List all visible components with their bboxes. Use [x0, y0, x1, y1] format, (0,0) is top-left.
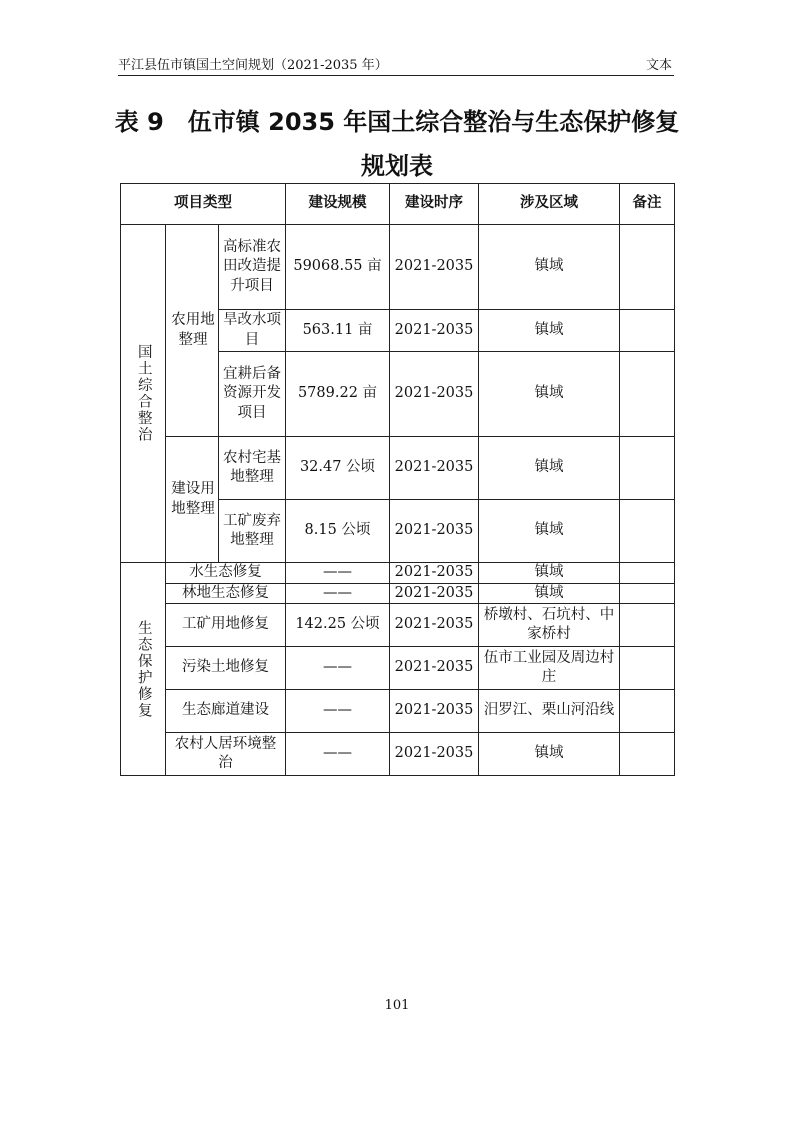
row-area: 汨罗江、栗山河沿线: [479, 690, 620, 733]
row-area: 镇域: [479, 225, 620, 310]
row-note: [620, 563, 675, 584]
row-area: 镇域: [479, 437, 620, 500]
row-note: [620, 583, 675, 604]
row-project-name: 工矿废弃地整理: [219, 500, 286, 563]
column-header-scale: 建设规模: [286, 184, 390, 225]
row-note: [620, 437, 675, 500]
row-note: [620, 310, 675, 352]
group-label-land-consolidation: 国土综合整治: [121, 225, 166, 563]
row-period: 2021-2035: [390, 310, 479, 352]
column-header-project-type: 项目类型: [121, 184, 286, 225]
row-area: 镇域: [479, 583, 620, 604]
row-scale: 59068.55 亩: [286, 225, 390, 310]
plan-table: [120, 183, 675, 776]
group-label-ecological-restoration: 生态保护修复: [121, 563, 166, 776]
row-period: 2021-2035: [390, 733, 479, 776]
row-period: 2021-2035: [390, 563, 479, 584]
table-row: [121, 647, 675, 690]
row-area: 镇域: [479, 733, 620, 776]
row-note: [620, 604, 675, 647]
column-header-note: 备注: [620, 184, 675, 225]
row-project-name: 工矿用地修复: [166, 604, 286, 647]
row-note: [620, 500, 675, 563]
header-section-label: 文本: [645, 58, 672, 73]
table-title: 表 9 伍市镇 2035 年国土综合整治与生态保护修复: [114, 108, 680, 136]
table-row: [121, 604, 675, 647]
row-project-name: 旱改水项目: [219, 310, 286, 352]
row-note: [620, 647, 675, 690]
row-project-name: 生态廊道建设: [166, 690, 286, 733]
column-header-area: 涉及区域: [479, 184, 620, 225]
table-row: [121, 225, 675, 310]
row-note: [620, 352, 675, 437]
row-scale: ——: [286, 690, 390, 733]
row-period: 2021-2035: [390, 583, 479, 604]
table-row: [121, 690, 675, 733]
row-project-name: 农村宅基地整理: [219, 437, 286, 500]
row-period: 2021-2035: [390, 225, 479, 310]
row-period: 2021-2035: [390, 647, 479, 690]
row-period: 2021-2035: [390, 604, 479, 647]
header-rule: [118, 75, 674, 76]
subgroup-label-farmland: 农用地整理: [166, 225, 219, 437]
column-header-period: 建设时序: [390, 184, 479, 225]
table-row: [121, 563, 675, 584]
row-period: 2021-2035: [390, 500, 479, 563]
row-scale: ——: [286, 563, 390, 584]
page-number: 101: [384, 998, 410, 1013]
row-project-name: 高标准农田改造提升项目: [219, 225, 286, 310]
row-scale: 32.47 公顷: [286, 437, 390, 500]
row-scale: 563.11 亩: [286, 310, 390, 352]
row-period: 2021-2035: [390, 437, 479, 500]
subgroup-label-construction-land: 建设用地整理: [166, 437, 219, 563]
row-period: 2021-2035: [390, 690, 479, 733]
row-scale: 142.25 公顷: [286, 604, 390, 647]
row-note: [620, 733, 675, 776]
row-scale: ——: [286, 647, 390, 690]
row-scale: ——: [286, 583, 390, 604]
row-project-name: 宜耕后备资源开发项目: [219, 352, 286, 437]
row-project-name: 农村人居环境整治: [166, 733, 286, 776]
row-note: [620, 690, 675, 733]
table-header-row: [121, 184, 675, 225]
row-project-name: 污染土地修复: [166, 647, 286, 690]
row-scale: 8.15 公顷: [286, 500, 390, 563]
row-scale: ——: [286, 733, 390, 776]
row-area: 镇域: [479, 500, 620, 563]
row-period: 2021-2035: [390, 352, 479, 437]
row-project-name: 林地生态修复: [166, 583, 286, 604]
row-area: 桥墩村、石坑村、中家桥村: [479, 604, 620, 647]
row-area: 镇域: [479, 352, 620, 437]
row-area: 镇域: [479, 310, 620, 352]
row-scale: 5789.22 亩: [286, 352, 390, 437]
header-document-title: 平江县伍市镇国土空间规划（2021-2035 年）: [118, 58, 388, 73]
row-project-name: 水生态修复: [166, 563, 286, 584]
row-note: [620, 225, 675, 310]
table-row: [121, 583, 675, 604]
table-row: [121, 733, 675, 776]
table-title-continued: 规划表: [361, 152, 433, 180]
table-row: [121, 437, 675, 500]
row-area: 伍市工业园及周边村庄: [479, 647, 620, 690]
row-area: 镇域: [479, 563, 620, 584]
